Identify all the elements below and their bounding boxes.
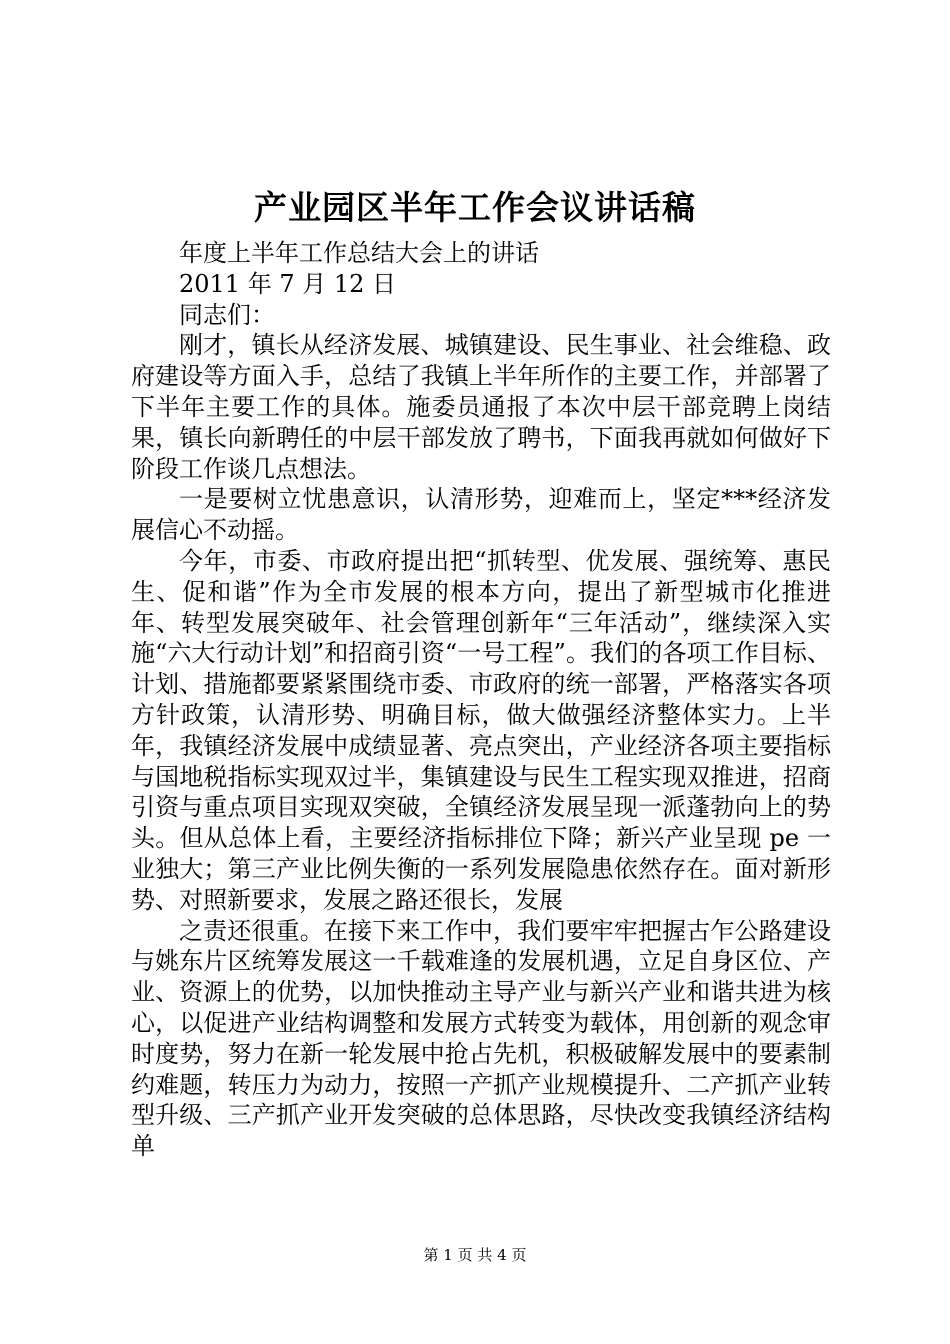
body-paragraph: 今年，市委、市政府提出把“抓转型、优发展、强统筹、惠民生、促和谐”作为全市发展的根本方向，提出了新型城市化推进年、转型发展突破年、社会管理创新年“三年活动”，继续深入实施“六大行动计划”和招商引资“一号工程”。我们的各项工作目标、计划、措施都要紧紧围绕市委、市政府的统一部署，严格落实各项方针政策，认清形势、明确目标，做大做强经济整体实力。上半年，我镇经济发展中成绩显著、亮点突出，产业经济各项主要指标与国地税指标实现双过半，集镇建设与民生工程实现双推进，招商引资与重点项目实现双突破，全镇经济发展呈现一派蓬勃向上的势头。但从总体上看，主要经济指标排位下降；新兴产业呈现 pe 一业独大；第三产业比例失衡的一系列发展隐患依然存在。面对新形势、对照新要求，发展之路还很长，发展: [131, 546, 831, 914]
salutation: 同志们：: [179, 300, 275, 329]
document-body: [131, 238, 831, 1162]
body-paragraph: 之责还很重。在接下来工作中，我们要牢牢把握古乍公路建设与姚东片区统筹发展这一千载难逢的发展机遇，立足自身区位、产业、资源上的优势，以加快推动主导产业与新兴产业和谐共进为核心，以促进产业结构调整和发展方式转变为载体，用创新的观念审时度势，努力在新一轮发展中抢占先机，积极破解发展中的要素制约难题，转压力为动力，按照一产抓产业规模提升、二产抓产业转型升级、三产抓产业开发突破的总体思路，尽快改变我镇经济结构单: [131, 916, 831, 1161]
document-date: 2011 年 7 月 12 日: [179, 269, 397, 298]
document-title: 产业园区半年工作会议讲话稿: [254, 188, 696, 227]
body-paragraph: 刚才，镇长从经济发展、城镇建设、民生事业、社会维稳、政府建设等方面入手，总结了我镇上半年所作的主要工作，并部署了下半年主要工作的具体。施委员通报了本次中层干部竞聘上岗结果，镇长向新聘任的中层干部发放了聘书，下面我再就如何做好下阶段工作谈几点想法。: [131, 331, 831, 483]
document-subtitle: 年度上半年工作总结大会上的讲话: [179, 239, 539, 267]
page-number-footer: 第 1 页 共 4 页: [423, 1246, 527, 1264]
body-paragraph: 一是要树立忧患意识，认清形势，迎难而上，坚定***经济发展信心不动摇。: [131, 485, 831, 545]
